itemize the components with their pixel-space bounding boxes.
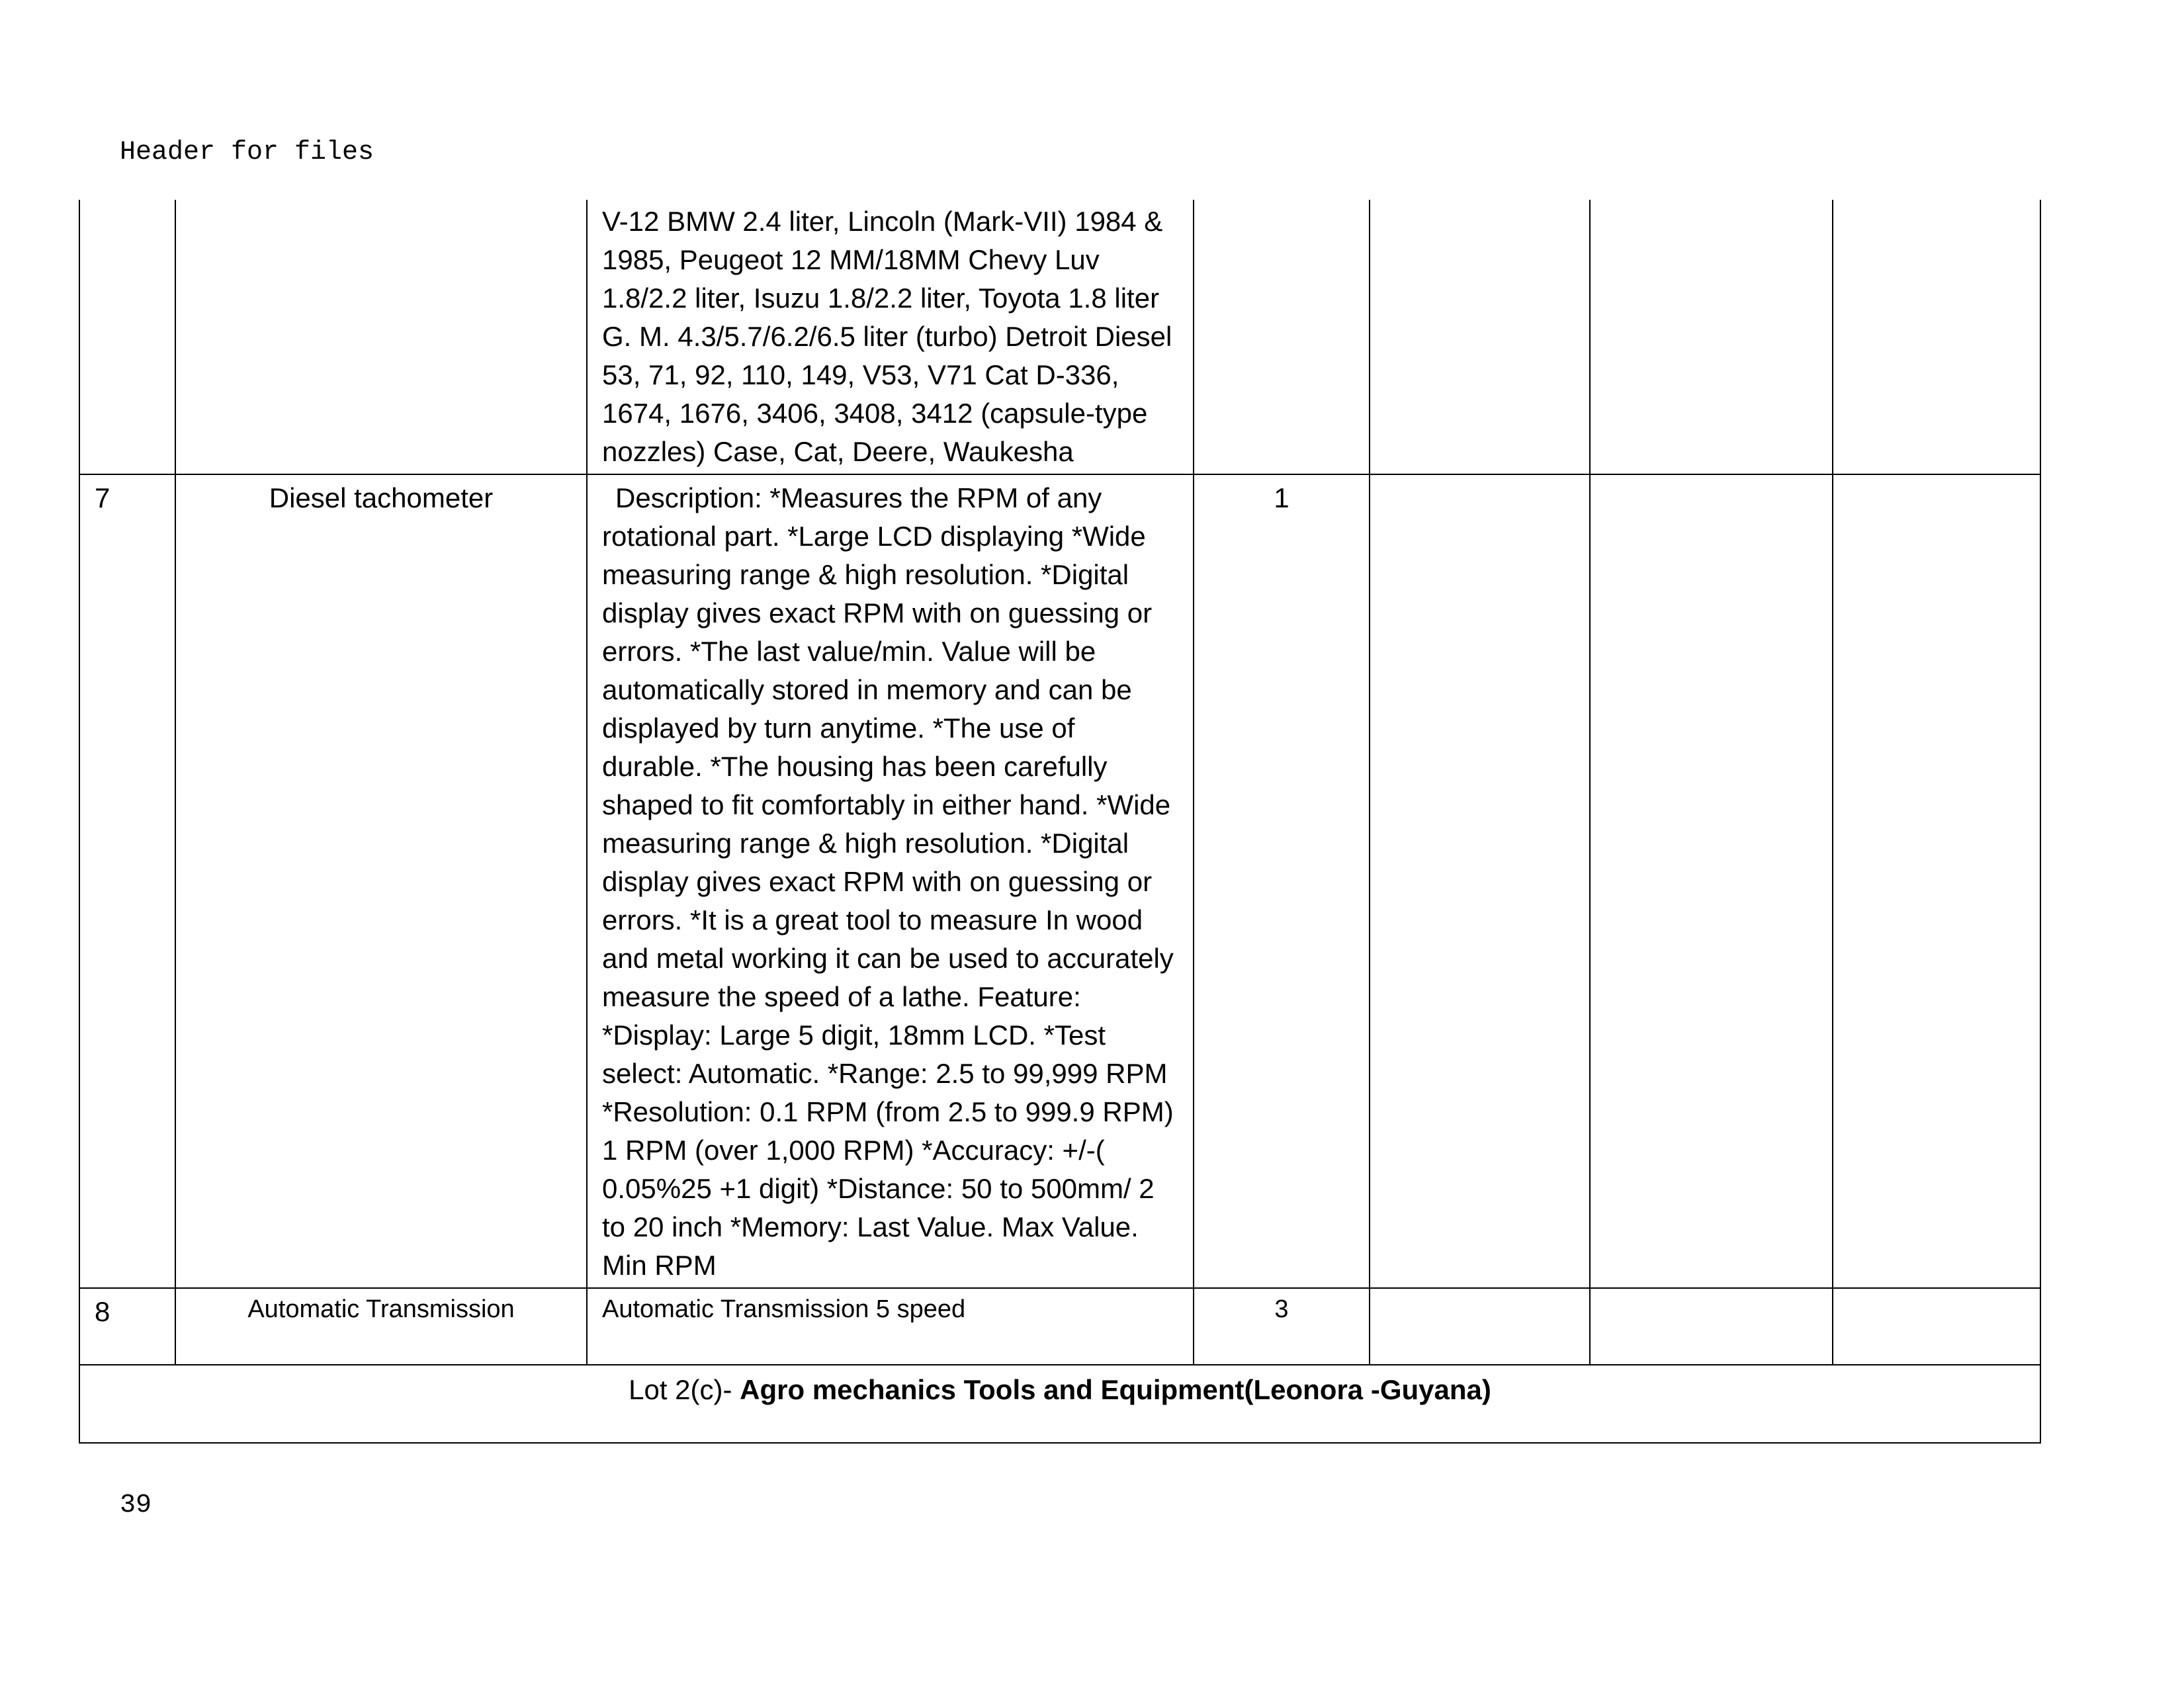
cell-empty-1 xyxy=(1370,474,1590,1288)
cell-empty-3 xyxy=(1833,1288,2040,1365)
cell-qty xyxy=(1194,1288,1370,1365)
cell-no xyxy=(79,474,175,1288)
cell-item xyxy=(175,474,587,1288)
equipment-spec-table xyxy=(79,200,2041,1444)
item-name: Diesel tachometer xyxy=(269,482,494,513)
lot-heading xyxy=(80,1365,2040,1412)
cell-empty-3 xyxy=(1833,200,2040,474)
page-number: 39 xyxy=(120,1491,152,1520)
lot-title: Agro mechanics Tools and Equipment(Leonora -Guyana) xyxy=(740,1374,1491,1405)
lot-prefix: Lot 2(c)- xyxy=(629,1374,740,1405)
cell-empty-2 xyxy=(1590,200,1833,474)
cell-empty-1 xyxy=(1370,1288,1590,1365)
table-row-continuation xyxy=(79,200,2040,474)
page-header: Header for files xyxy=(120,138,374,167)
lot-heading-cell xyxy=(79,1365,2040,1443)
table-row xyxy=(79,474,2040,1288)
cell-empty-3 xyxy=(1833,474,2040,1288)
cell-empty-2 xyxy=(1590,474,1833,1288)
cell-item xyxy=(175,1288,587,1365)
cell-empty-1 xyxy=(1370,200,1590,474)
quantity: 3 xyxy=(1274,1295,1289,1323)
description-text: V-12 BMW 2.4 liter, Lincoln (Mark-VII) 1984 & 1985, Peugeot 12 MM/18MM Chevy Luv 1.8/2.2 liter, Isuzu 1.8/2.2 liter, Toyota 1.8 liter G. M. 4.3/5.7/6.2/6.5 liter (turbo) Detroit Diesel 53, 71, 92, 110, 149, V53, V71 Cat D-336, 1674, 1676, 3406, 3408, 3412 (capsule-type nozzles) Case, Cat, Deere, Waukesha xyxy=(602,206,1172,467)
cell-description xyxy=(587,1288,1194,1365)
item-name: Automatic Transmission xyxy=(247,1295,515,1323)
quantity: 1 xyxy=(1274,482,1289,513)
cell-empty-2 xyxy=(1590,1288,1833,1365)
cell-qty xyxy=(1194,474,1370,1288)
cell-no xyxy=(79,1288,175,1365)
description-text: Automatic Transmission 5 speed xyxy=(602,1295,966,1323)
description-text: Description: *Measures the RPM of any rotational part. *Large LCD displaying *Wide measuring range & high resolution. *Digital display gives exact RPM with on guessing or errors. *The last value/min. Value will be automatically stored in memory and can be displayed by turn anytime. *The use of durable. *The housing has been carefully shaped to fit comfortably in either hand. *Wide measuring range & high resolution. *Digital display gives exact RPM with on guessing or errors. *It is a great tool to measure In wood and metal working it can be used to accurately measure the speed of a lathe. Feature: *Display: Large 5 digit, 18mm LCD. *Test select: Automatic. *Range: 2.5 to 99,999 RPM *Resolution: 0.1 RPM (from 2.5 to 999.9 RPM) 1 RPM (over 1,000 RPM) *Accuracy: +/-( 0.05%25 +1 digit) *Distance: 50 to 500mm/ 2 to 20 inch *Memory: Last Value. Max Value. Min RPM xyxy=(602,482,1174,1281)
cell-no xyxy=(79,200,175,474)
cell-item xyxy=(175,200,587,474)
table-row xyxy=(79,1288,2040,1365)
lot-heading-row xyxy=(79,1365,2040,1443)
cell-description xyxy=(587,474,1194,1288)
row-number: 7 xyxy=(95,482,110,513)
cell-description xyxy=(587,200,1194,474)
row-number: 8 xyxy=(95,1296,110,1327)
cell-qty xyxy=(1194,200,1370,474)
